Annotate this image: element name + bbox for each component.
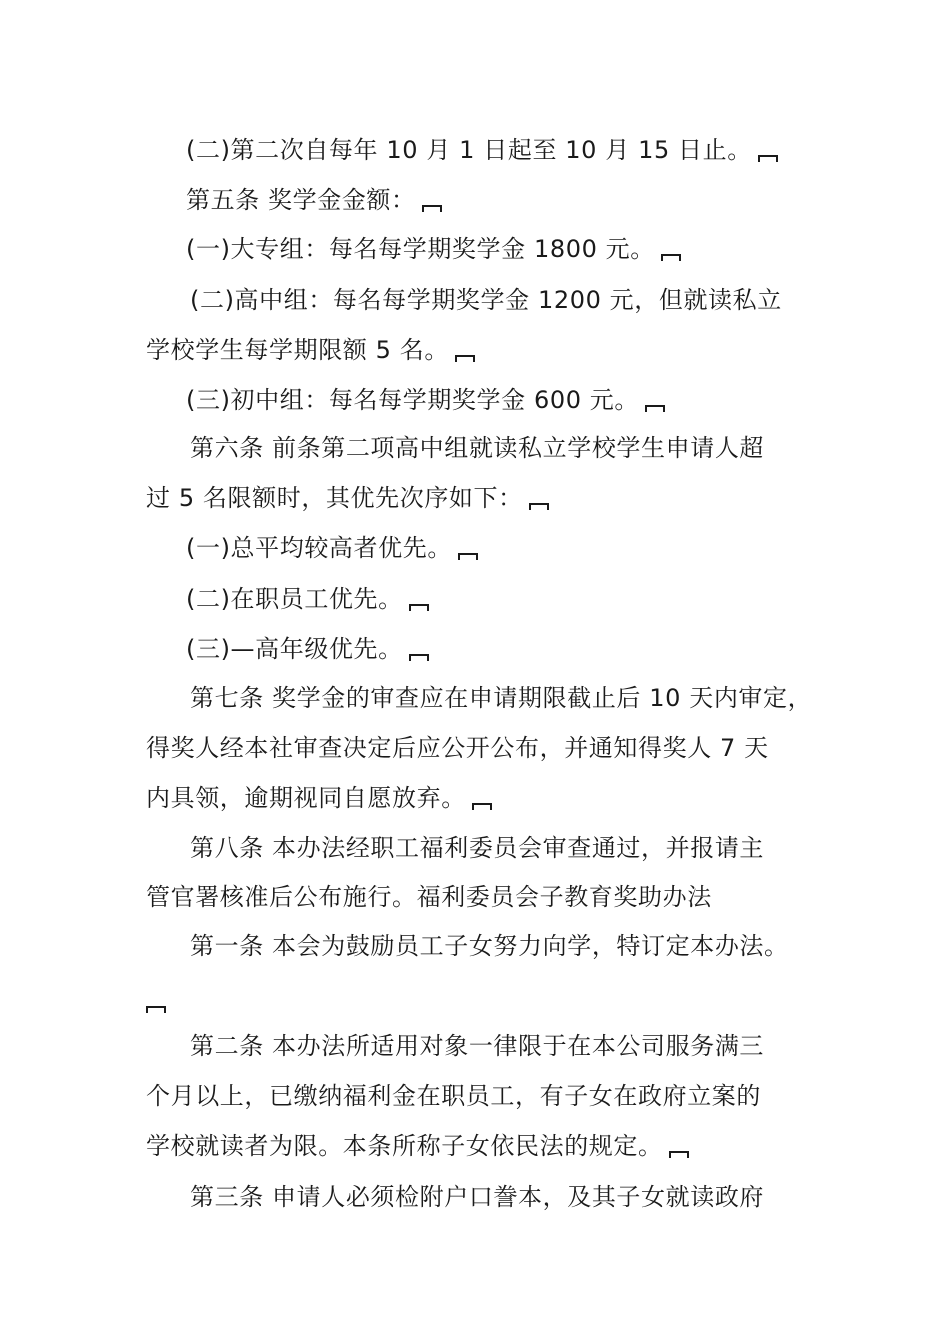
text-line: 管官署核准后公布施行。福利委员会子教育奖助办法	[146, 883, 712, 911]
text-line: 第七条 奖学金的审查应在申请期限截止后 10 天内审定，	[190, 684, 813, 712]
paragraph-mark-icon	[422, 205, 442, 212]
text-line: 学校就读者为限。本条所称子女依民法的规定。	[146, 1129, 689, 1163]
text-line: 内具领，逾期视同自愿放弃。	[146, 781, 492, 815]
text-line: 第五条 奖学金金额：	[186, 183, 442, 217]
text-line: 过 5 名限额时，其优先次序如下：	[146, 481, 549, 515]
text-line: 第一条 本会为鼓励员工子女努力向学，特订定本办法。	[190, 932, 789, 960]
paragraph-mark-icon	[529, 503, 549, 510]
text-line: 得奖人经本社审查决定后应公开公布，并通知得奖人 7 天	[146, 734, 769, 762]
text-line: (一)大专组：每名每学期奖学金 1800 元。	[186, 232, 681, 266]
paragraph-mark-icon	[758, 155, 778, 162]
text-line: (三)—高年级优先。	[186, 632, 429, 666]
text-line: (二)高中组：每名每学期奖学金 1200 元，但就读私立	[190, 286, 782, 314]
text-line: 第六条 前条第二项高中组就读私立学校学生申请人超	[190, 434, 765, 462]
text-line: 个月以上，已缴纳福利金在职员工，有子女在政府立案的	[146, 1082, 761, 1110]
text-line: (二)在职员工优先。	[186, 582, 429, 616]
text-line: 第二条 本办法所适用对象一律限于在本公司服务满三	[190, 1032, 765, 1060]
paragraph-mark-icon	[645, 405, 665, 412]
paragraph-mark-icon	[472, 803, 492, 810]
text-line: (一)总平均较高者优先。	[186, 531, 478, 565]
paragraph-mark-icon	[409, 604, 429, 611]
text-line: 第三条 申请人必须检附户口誊本，及其子女就读政府	[190, 1183, 765, 1211]
text-line: 学校学生每学期限额 5 名。	[146, 333, 475, 367]
paragraph-mark-icon	[409, 654, 429, 661]
paragraph-mark-icon	[458, 553, 478, 560]
paragraph-mark-icon	[669, 1151, 689, 1158]
paragraph-mark-icon	[146, 1006, 166, 1013]
paragraph-mark-icon	[661, 254, 681, 261]
text-line: 第八条 本办法经职工福利委员会审查通过，并报请主	[190, 834, 765, 862]
text-line: (二)第二次自每年 10 月 1 日起至 10 月 15 日止。	[186, 133, 778, 167]
text-line	[140, 984, 166, 1018]
text-line: (三)初中组：每名每学期奖学金 600 元。	[186, 383, 665, 417]
paragraph-mark-icon	[455, 355, 475, 362]
